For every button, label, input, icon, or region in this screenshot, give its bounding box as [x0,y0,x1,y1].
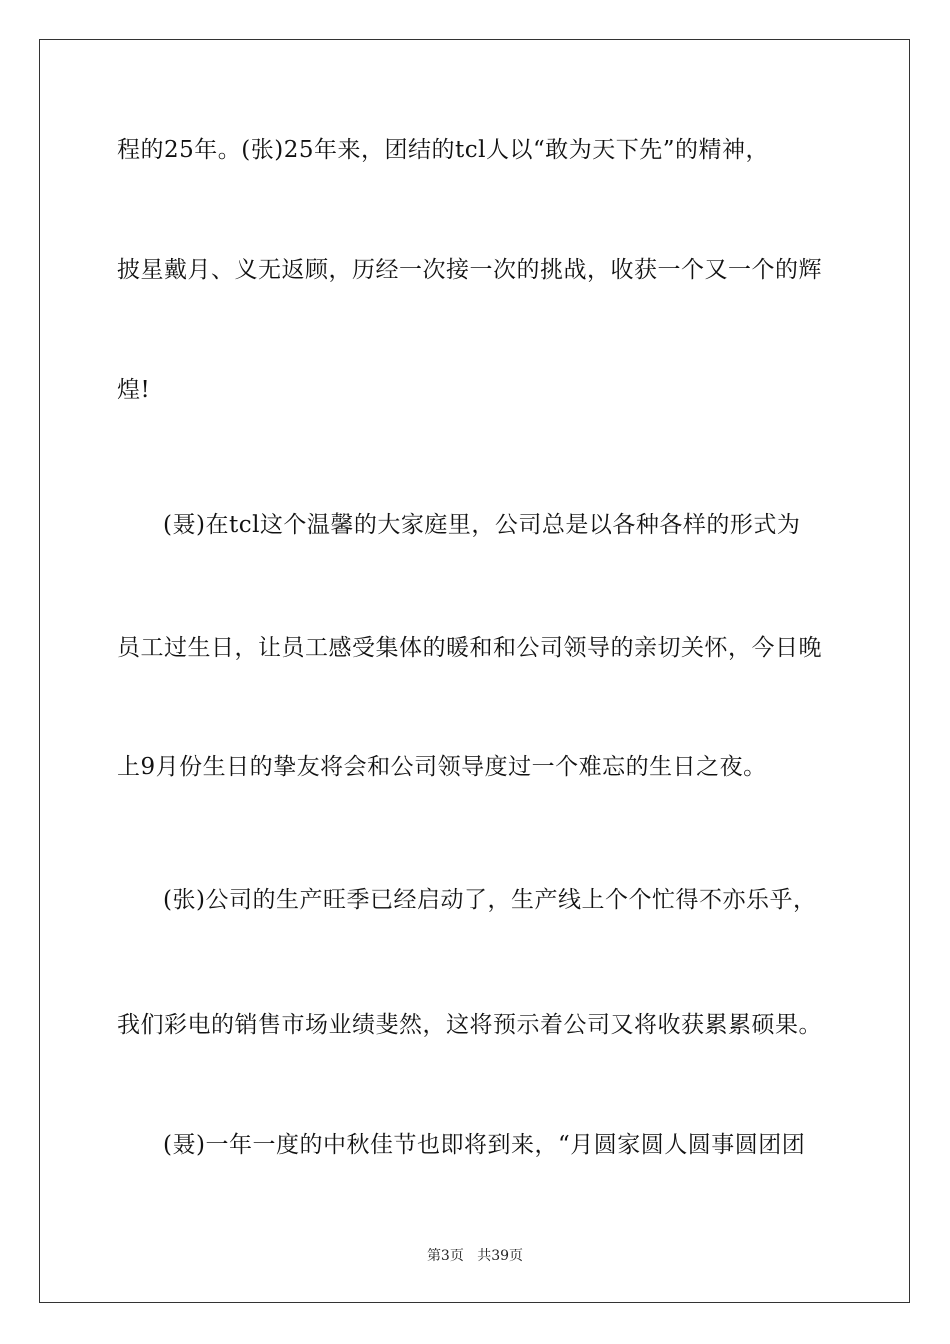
text-line-7: (张)公司的生产旺季已经启动了，生产线上个个忙得不亦乐乎， [163,887,817,913]
text-line-9: (聂)一年一度的中秋佳节也即将到来，“月圆家圆人圆事圆团团 [163,1132,806,1158]
text-line-8: 我们彩电的销售市场业绩斐然，这将预示着公司又将收获累累硕果。 [117,1012,822,1038]
text-line-2: 披星戴月、义无返顾，历经一次接一次的挑战，收获一个又一个的辉 [117,257,822,283]
text-line-1: 程的25年。(张)25年来，团结的tcl人以“敢为天下先”的精神， [117,137,769,163]
page-total: 共39页 [477,1248,524,1264]
text-line-4: (聂)在tcl这个温馨的大家庭里，公司总是以各种各样的形式为 [163,512,801,538]
text-line-3: 煌! [117,377,151,403]
page-number: 第3页 [426,1248,464,1264]
text-line-6: 上9月份生日的挚友将会和公司领导度过一个难忘的生日之夜。 [117,754,767,780]
text-line-5: 员工过生日，让员工感受集体的暖和和公司领导的亲切关怀，今日晚 [117,635,822,661]
page-border [39,39,910,1303]
page-footer [0,1247,950,1265]
